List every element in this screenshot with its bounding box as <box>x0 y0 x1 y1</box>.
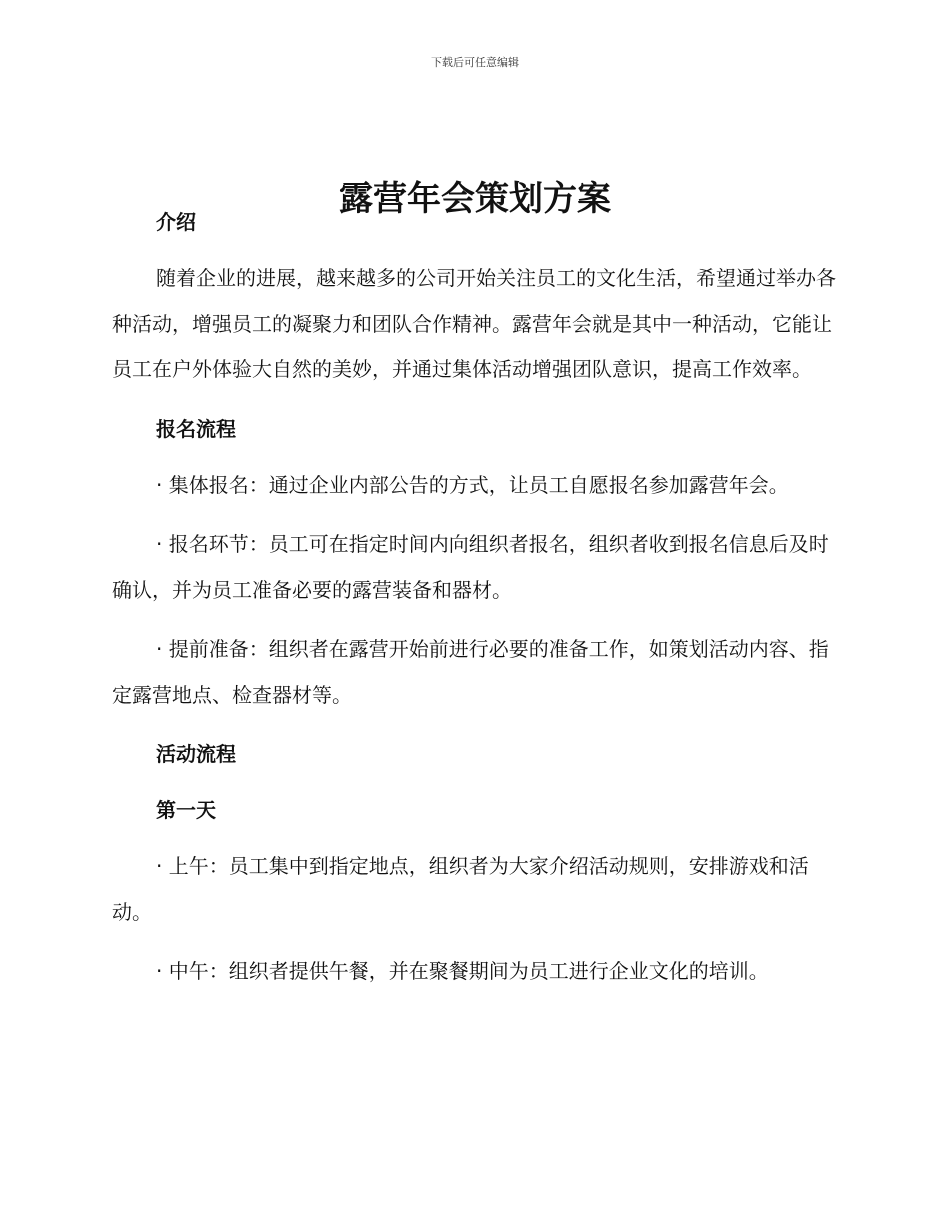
document-body <box>112 200 837 995</box>
section-heading-registration: 报名流程 <box>156 416 236 441</box>
intro-paragraph: 随着企业的进展，越来越多的公司开始关注员工的文化生活，希望通过举办各种活动，增强员工的凝聚力和团队合作精神。露营年会就是其中一种活动，它能让员工在户外体验大自然的美妙，并通过集体活动增强团队意识，提高工作效率。 <box>112 266 836 381</box>
registration-item-1: · 集体报名：通过企业内部公告的方式，让员工自愿报名参加露营年会。 <box>156 472 789 497</box>
registration-item-2: · 报名环节：员工可在指定时间内向组织者报名，组织者收到报名信息后及时确认，并为员工准备必要的露营装备和器材。 <box>112 532 829 602</box>
subsection-heading-day1: 第一天 <box>156 798 216 822</box>
activity-item-1: · 上午：员工集中到指定地点，组织者为大家介绍活动规则，安排游戏和活动。 <box>112 854 809 924</box>
page-title: 露营年会策划方案 <box>339 178 611 219</box>
header-note: 下载后可任意编辑 <box>431 56 519 69</box>
activity-item-2: · 中午：组织者提供午餐，并在聚餐期间为员工进行企业文化的培训。 <box>156 959 769 983</box>
registration-item-3: · 提前准备：组织者在露营开始前进行必要的准备工作，如策划活动内容、指定露营地点、检查器材等。 <box>112 637 829 707</box>
section-heading-intro: 介绍 <box>156 210 196 234</box>
section-heading-activity: 活动流程 <box>156 742 236 766</box>
